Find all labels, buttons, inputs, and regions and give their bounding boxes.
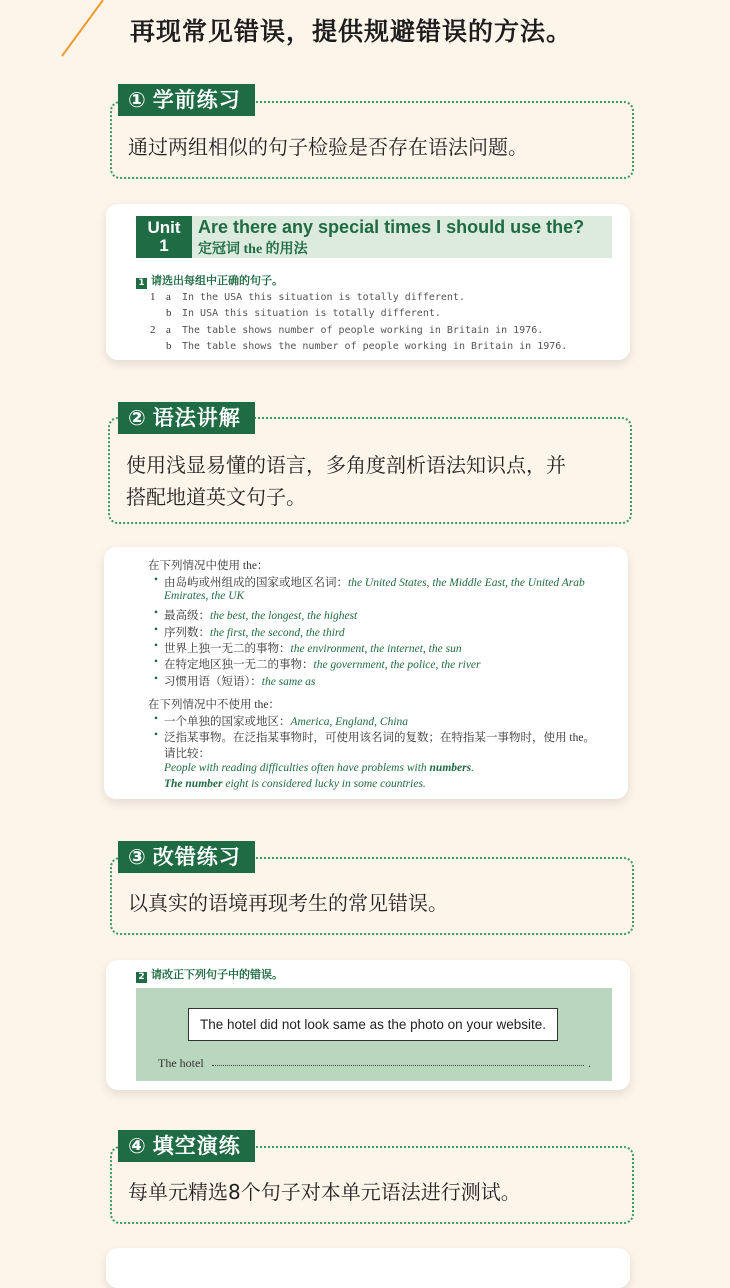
section-1-desc: 通过两组相似的句子检验是否存在语法问题。 [128,135,528,159]
item-letter: b [166,307,172,319]
no-use-item-cn: 一个单独的国家或地区： [164,716,291,728]
page-headline: 再现常见错误，提供规避错误的方法。 [130,17,573,46]
example-2-bold: The number [164,778,223,790]
item-text: In USA this situation is totally different. [182,308,441,319]
compare-label: 请比较： [164,748,210,760]
section-3-title: 改错练习 [152,845,241,869]
answer-start: The hotel [158,1056,204,1070]
use-item-en: the best, the longest, the highest [210,610,358,622]
answer-end: . [588,1056,591,1070]
exercise-item [150,307,441,319]
section-2-tag [118,402,255,434]
grammar-preview-card [104,547,628,799]
example-sentence-2 [164,778,612,790]
use-item [164,640,612,656]
section-3-tag [118,841,255,873]
section-1-title: 学前练习 [152,88,241,112]
exercise-item [150,324,543,336]
unit-number: 1 [159,236,169,255]
section-2-desc-line2: 搭配地道英文句子。 [126,485,306,509]
no-use-item [164,713,612,729]
incorrect-sentence: The hotel did not look same as the photo on your website. [188,1008,558,1041]
unit-preview-card [106,204,630,360]
use-item-continued [164,590,612,602]
item-text: In the USA this situation is totally different. [182,292,465,303]
correction-panel [136,988,612,1081]
item-number: 1 [150,291,156,303]
section-1-tag [118,84,255,116]
use-item-cn: 在特定地区独一无二的事物： [164,659,314,671]
section-2-desc-line1: 使用浅显易懂的语言，多角度剖析语法知识点，并 [126,453,566,477]
example-1-text: People with reading difficulties often have problems with [164,762,430,774]
section-2-num: ② [128,406,147,430]
item-number: 2 [150,324,156,336]
section-3-desc: 以真实的语境再现考生的常见错误。 [128,891,448,915]
exercise-2-instruction: 请改正下列句子中的错误。 [151,968,283,981]
section-4-tag [118,1130,255,1162]
no-use-item [164,729,612,745]
section-2-title: 语法讲解 [152,406,241,430]
example-2-text: eight is considered lucky in some countries. [222,778,426,790]
use-item [164,673,612,689]
exercise-item [150,340,567,352]
answer-line[interactable] [212,1065,584,1066]
item-text: The table shows the number of people working in Britain in 1976. [182,341,568,352]
use-heading: 在下列情况中使用 the： [148,560,269,572]
use-item-cn: 世界上独一无二的事物： [164,643,291,655]
section-4-title: 填空演练 [152,1134,241,1158]
error-correction-card [106,960,630,1090]
section-3-num: ③ [128,845,147,869]
exercise-2-heading [136,966,283,983]
use-item-cn: 习惯用语（短语）： [164,676,262,688]
use-item-en: the United States, the Middle East, the United Arab [348,577,585,589]
use-item-en: the government, the police, the river [313,659,481,671]
use-item-en: Emirates, the UK [164,590,245,602]
unit-badge [136,216,192,258]
use-item-cn: 由岛屿或州组成的国家或地区名词： [164,577,348,589]
use-item-en: the same as [261,676,316,688]
section-1-num: ① [128,88,147,112]
use-item-en: the environment, the internet, the sun [290,643,462,655]
no-use-item-cn: 泛指某事物。在泛指某事物时，可使用该名词的复数；在特指某一事物时，使用 the。 [164,732,595,744]
orange-decorative-stroke [0,0,120,60]
section-4-desc: 每单元精选8个句子对本单元语法进行测试。 [128,1180,521,1204]
use-item-cn: 最高级： [164,610,210,622]
no-use-heading: 在下列情况中不使用 the： [148,699,280,711]
use-item [164,607,612,623]
use-item-en: the first, the second, the third [210,627,345,639]
use-item [164,656,612,672]
example-sentence-1 [164,762,612,774]
use-item [164,574,612,590]
next-card-edge [106,1248,630,1288]
exercise-1-heading [136,272,283,289]
exercise-item [150,291,465,303]
exercise-2-number: 2 [136,972,147,983]
no-use-item-en: America, England, China [290,716,409,728]
exercise-1-instruction: 请选出每组中正确的句子。 [151,274,283,287]
item-letter: b [166,340,172,352]
example-1-end: . [471,762,474,774]
example-1-bold: numbers [429,762,472,774]
use-item-cn: 序列数： [164,627,210,639]
item-letter: a [166,291,171,303]
item-text: The table shows number of people working in Britain in 1976. [182,325,544,336]
unit-title: Are there any special times I should use the? [198,217,585,237]
unit-subtitle: 定冠词 the 的用法 [198,242,308,257]
exercise-1-number: 1 [136,278,147,289]
section-4-num: ④ [128,1134,147,1158]
item-letter: a [166,324,171,336]
use-item [164,624,612,640]
unit-label: Unit [147,218,181,237]
